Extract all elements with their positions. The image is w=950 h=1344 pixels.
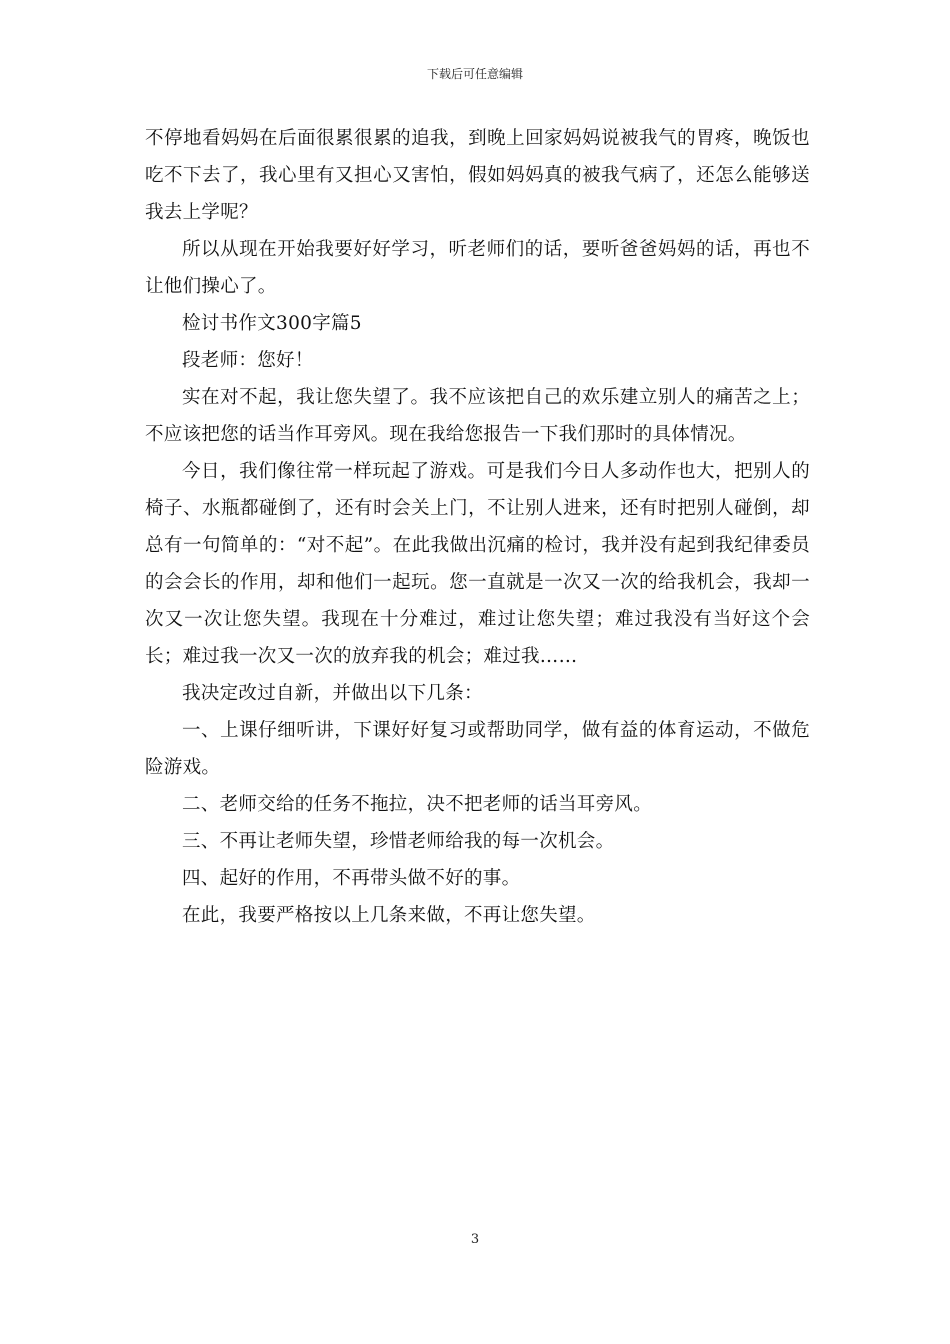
list-item-4: 四、起好的作用，不再带头做不好的事。 [182,868,521,889]
paragraph-resolution: 所以从现在开始我要好好学习，听老师们的话，要听爸爸妈妈的话，再也不让他们操心了。 [145,239,810,297]
paragraph-continuation: 不停地看妈妈在后面很累很累的追我，到晚上回家妈妈说被我气的胃疼，晚饭也吃不下去了，我心里有又担心又害怕，假如妈妈真的被我气病了，还怎么能够送我去上学呢？ [145,128,810,223]
list-item-2: 二、老师交给的任务不拖拉，决不把老师的话当耳旁风。 [182,794,653,815]
section-title: 检讨书作文300字篇5 [182,313,362,334]
paragraph-closing: 在此，我要严格按以上几条来做，不再让您失望。 [182,905,596,926]
paragraph-apology: 实在对不起，我让您失望了。我不应该把自己的欢乐建立别人的痛苦之上；不应该把您的话当作耳旁风。现在我给您报告一下我们那时的具体情况。 [145,387,810,445]
paragraph-situation: 今日，我们像往常一样玩起了游戏。可是我们今日人多动作也大，把别人的椅子、水瓶都碰倒了，还有时会关上门，不让别人进来，还有时把别人碰倒，却总有一句简单的：“对不起”。在此我做出沉痛的检讨，我并没有起到我纪律委员的会会长的作用，却和他们一起玩。您一直就是一次又一次的给我机会，我却一次又一次让您失望。我现在十分难过，难过让您失望；难过我没有当好这个会长；难过我一次又一次的放弃我的机会；难过我…… [145,461,810,667]
list-item-3: 三、不再让老师失望，珍惜老师给我的每一次机会。 [182,831,615,852]
page-header: 下载后可任意编辑 [426,67,523,81]
list-item-1: 一、上课仔细听讲，下课好好复习或帮助同学，做有益的体育运动，不做危险游戏。 [145,720,810,778]
document-body [145,120,810,934]
paragraph-decision: 我决定改过自新，并做出以下几条： [182,683,483,704]
page-number: 3 [470,1232,480,1247]
salutation: 段老师：您好！ [182,350,314,371]
